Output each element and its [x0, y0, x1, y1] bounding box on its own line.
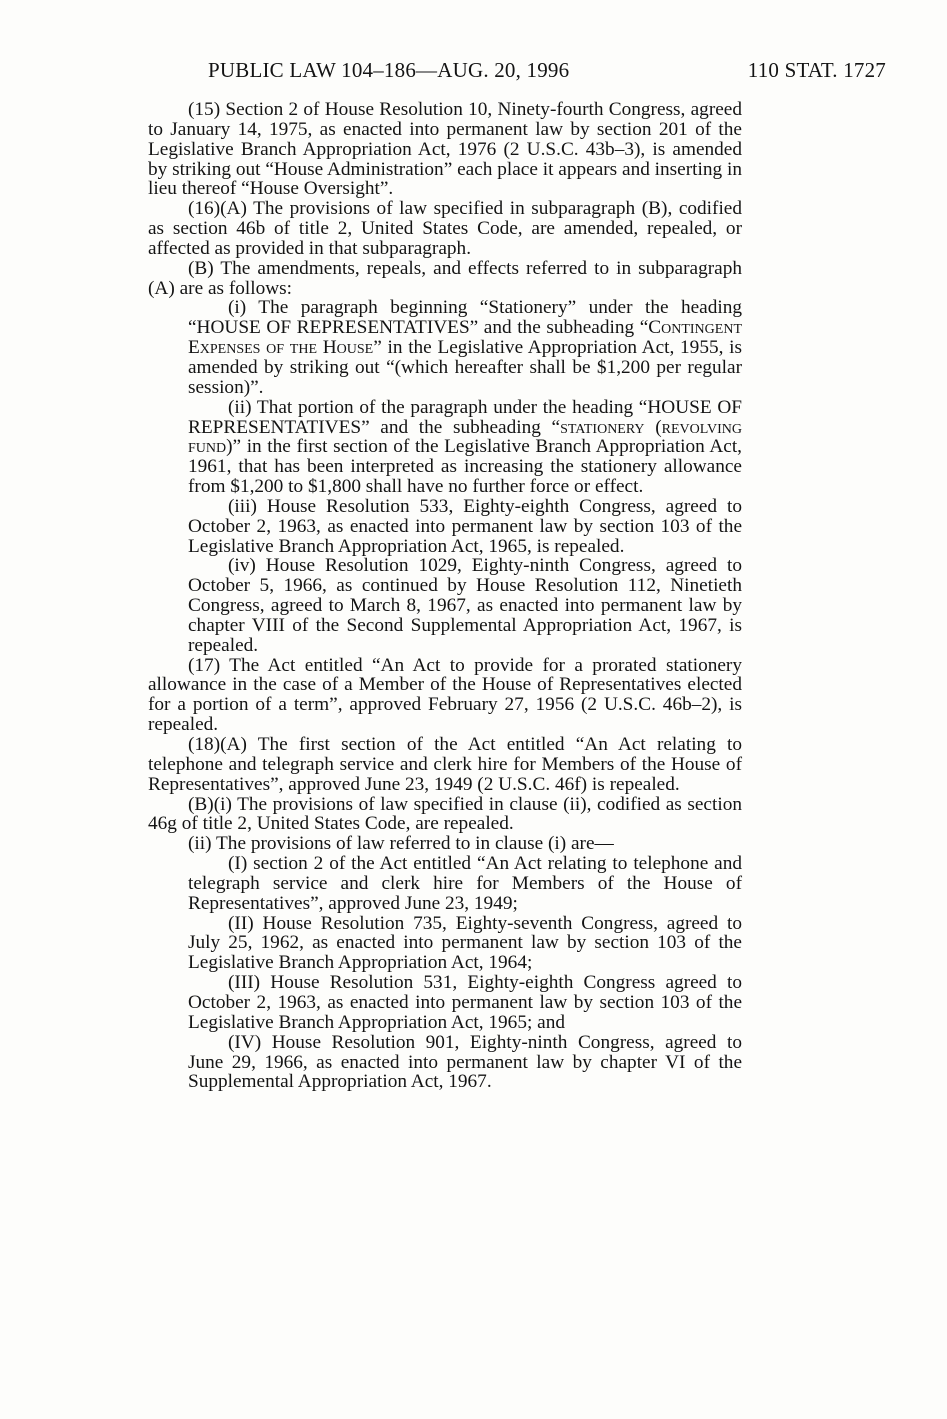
small-caps-subheading: stationery (revolving fund) [188, 416, 742, 458]
clause-text: ” in the first section of the Legislative Branch Appropriation Act, 1961, that has been interpreted as increasing the stationery allowance from $1,200 to $1,800 shall have no further force or effect. [188, 436, 742, 498]
clause-16b-iii: (iii) House Resolution 533, Eighty-eighth Congress, agreed to October 2, 1963, as enacted into permanent law by section 103 of the Legislative Branch Appropriation Act, 1965, is repealed. [188, 495, 742, 557]
clause-text: (i) The paragraph beginning “Stationery” under the heading “HOUSE OF REPRESENTATIVES” and the subheading “ [188, 297, 742, 339]
clause-text: (ii) That portion of the paragraph under the heading “HOUSE OF REPRESENTATIVES” and the subheading “ [188, 396, 742, 438]
subclause-II: (II) House Resolution 735, Eighty-seventh Congress, agreed to July 25, 1962, as enacted into permanent law by section 103 of the Legislative Branch Appropriation Act, 1964; [188, 912, 742, 974]
paragraph-18b-i: (B)(i) The provisions of law specified in clause (ii), codified as section 46g of title 2, United States Code, are repealed. [148, 793, 742, 835]
document-body [148, 100, 742, 1092]
clause-16b-i [148, 298, 742, 397]
clause-text: ” in the Legislative Appropriation Act, 1955, is amended by striking out “(which hereafter shall be $1,200 per regular session)”. [188, 337, 743, 398]
paragraph-18a: (18)(A) The first section of the Act entitled “An Act relating to telephone and telegraph service and clerk hire for Members of the House of Representatives”, approved June 23, 1949 (2 U.S.C. 46f) is repealed. [148, 734, 742, 795]
subclause-III: (III) House Resolution 531, Eighty-eighth Congress agreed to October 2, 1963, as enacted into permanent law by section 103 of the Legislative Branch Appropriation Act, 1965; and [188, 972, 742, 1033]
paragraph-15: (15) Section 2 of House Resolution 10, Ninety-fourth Congress, agreed to January 14, 1975, as enacted into permanent law by section 201 of the Legislative Branch Appropriation Act, 1976 (2 U.S.C. 43b–3), is amended by striking out “House Administration” each place it appears and inserting in lieu thereof “House Oversight”. [148, 99, 742, 200]
clause-16b-iv: (iv) House Resolution 1029, Eighty-ninth Congress, agreed to October 5, 1966, as continued by House Resolution 112, Ninetieth Congress, agreed to March 8, 1967, as enacted into permanent law by chapter VIII of the Second Supplemental Appropriation Act, 1967, is repealed. [188, 555, 742, 656]
statute-page-number: 110 STAT. 1727 [747, 58, 886, 82]
paragraph-17: (17) The Act entitled “An Act to provide for a prorated stationery allowance in the case of a Member of the House of Representatives elected for a portion of a term”, approved February 27, 1956 (2 U.S.C. 46b–2), is repealed. [148, 654, 742, 736]
paragraph-18b-ii: (ii) The provisions of law referred to in clause (i) are— [188, 833, 614, 855]
paragraph-16b: (B) The amendments, repeals, and effects referred to in subparagraph (A) are as follows: [148, 257, 742, 299]
clause-16b-ii [148, 398, 742, 497]
public-law-citation: PUBLIC LAW 104–186—AUG. 20, 1996 [208, 58, 570, 82]
subclause-I: (I) section 2 of the Act entitled “An Act relating to telephone and telegraph service and clerk hire for Members of the House of Representatives”, approved June 23, 1949; [188, 853, 742, 914]
paragraph-16a: (16)(A) The provisions of law specified in subparagraph (B), codified as section 46b of title 2, United States Code, are amended, repealed, or affected as provided in that subparagraph. [148, 198, 742, 259]
subclause-IV: (IV) House Resolution 901, Eighty-ninth Congress, agreed to June 29, 1966, as enacted into permanent law by chapter VI of the Supplemental Appropriation Act, 1967. [188, 1031, 742, 1093]
page-header [208, 58, 886, 83]
small-caps-subheading: Contingent Expenses of the House [188, 317, 742, 359]
